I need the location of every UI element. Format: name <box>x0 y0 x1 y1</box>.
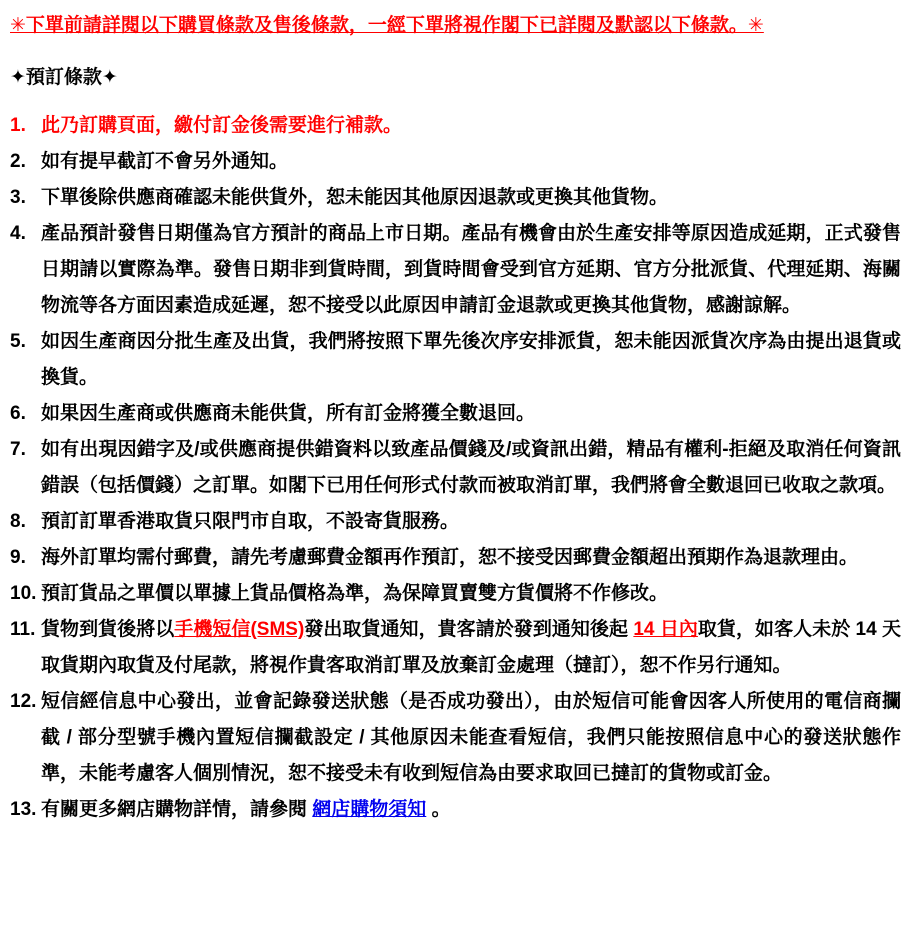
highlighted-text: 手機短信(SMS) <box>174 619 305 640</box>
term-item <box>10 432 901 504</box>
term-text <box>41 540 901 576</box>
term-number: 7. <box>10 439 26 460</box>
term-text <box>41 396 901 432</box>
plain-text: 預訂訂單香港取貨只限門市自取，不設寄貨服務。 <box>41 511 460 532</box>
term-item <box>10 540 901 576</box>
term-item <box>10 180 901 216</box>
term-text <box>41 108 901 144</box>
plain-text: 有關更多網店購物詳情，請參閱 <box>41 799 313 820</box>
term-item <box>10 396 901 432</box>
term-number: 12. <box>10 691 37 712</box>
term-number: 3. <box>10 187 26 208</box>
terms-list <box>10 108 901 828</box>
term-number: 9. <box>10 547 26 568</box>
term-text <box>41 684 901 792</box>
plain-text: 海外訂單均需付郵費，請先考慮郵費金額再作預訂，恕不接受因郵費金額超出預期作為退款理由。 <box>41 547 859 568</box>
term-text <box>41 324 901 396</box>
term-item <box>10 108 901 144</box>
term-text <box>41 144 901 180</box>
term-item <box>10 792 901 828</box>
term-text <box>41 216 901 324</box>
term-number: 5. <box>10 331 26 352</box>
shop-guide-link[interactable]: 網店購物須知 <box>312 799 427 820</box>
term-number: 8. <box>10 511 26 532</box>
plain-text: 如有提早截訂不會另外通知。 <box>41 151 289 172</box>
plain-text: 取貨，如客人未於 14 天取貨期內取貨及付尾款，將視作貴客取消訂單及放棄訂金處理（撻訂），恕不作另行通知。 <box>41 619 902 676</box>
term-text <box>41 612 901 684</box>
purchase-notice: ✳下單前請詳閱以下購買條款及售後條款，一經下單將視作閣下已詳閱及默認以下條款。✳ <box>10 15 764 36</box>
highlighted-text: 14 日內 <box>633 619 698 640</box>
term-text <box>41 792 901 828</box>
plain-text: 貨物到貨後將以 <box>41 619 175 640</box>
term-item <box>10 576 901 612</box>
term-item <box>10 144 901 180</box>
term-text <box>41 504 901 540</box>
term-number: 4. <box>10 223 26 244</box>
plain-text: 如有出現因錯字及/或供應商提供錯資料以致產品價錢及/或資訊出錯，精品有權利-拒絕及取消任何資訊錯誤（包括價錢）之訂單。如閣下已用任何形式付款而被取消訂單，我們將會全數退回已收取之款項。 <box>41 439 901 496</box>
plain-text: 短信經信息中心發出，並會記錄發送狀態（是否成功發出），由於短信可能會因客人所使用的電信商攔截 / 部分型號手機內置短信攔截設定 / 其他原因未能查看短信，我們只能按照信息中心的發送狀態作準，未能考慮客人個別情況，恕不接受未有收到短信為由要求取回已撻訂的貨物或訂金。 <box>41 691 901 784</box>
plain-text: 下單後除供應商確認未能供貨外，恕未能因其他原因退款或更換其他貨物。 <box>41 187 669 208</box>
term-number: 11. <box>10 619 36 640</box>
term-item <box>10 216 901 324</box>
term-item <box>10 612 901 684</box>
plain-text: 如因生產商因分批生產及出貨，我們將按照下單先後次序安排派貨，恕未能因派貨次序為由提出退貨或換貨。 <box>41 331 901 388</box>
term-number: 13. <box>10 799 37 820</box>
term-text <box>41 576 901 612</box>
plain-text: 此乃訂購頁面，繳付訂金後需要進行補款。 <box>41 115 403 136</box>
term-item <box>10 504 901 540</box>
plain-text: 預訂貨品之單價以單據上貨品價格為準，為保障買賣雙方貨價將不作修改。 <box>41 583 669 604</box>
section-title-preorder-terms: ✦預訂條款✦ <box>10 67 118 88</box>
term-text <box>41 180 901 216</box>
term-item <box>10 684 901 792</box>
term-text <box>41 432 901 504</box>
term-item <box>10 324 901 396</box>
term-number: 10. <box>10 583 37 604</box>
plain-text: 如果因生產商或供應商未能供貨，所有訂金將獲全數退回。 <box>41 403 536 424</box>
plain-text: 產品預計發售日期僅為官方預計的商品上市日期。產品有機會由於生產安排等原因造成延期，正式發售日期請以實際為準。發售日期非到貨時間，到貨時間會受到官方延期、官方分批派貨、代理延期、海關物流等各方面因素造成延遲，恕不接受以此原因申請訂金退款或更換其他貨物，感謝諒解。 <box>41 223 901 316</box>
term-number: 6. <box>10 403 26 424</box>
plain-text: 。 <box>426 799 451 820</box>
plain-text: 發出取貨通知，貴客請於發到通知後起 <box>304 619 634 640</box>
term-number: 1. <box>10 115 26 136</box>
term-number: 2. <box>10 151 26 172</box>
